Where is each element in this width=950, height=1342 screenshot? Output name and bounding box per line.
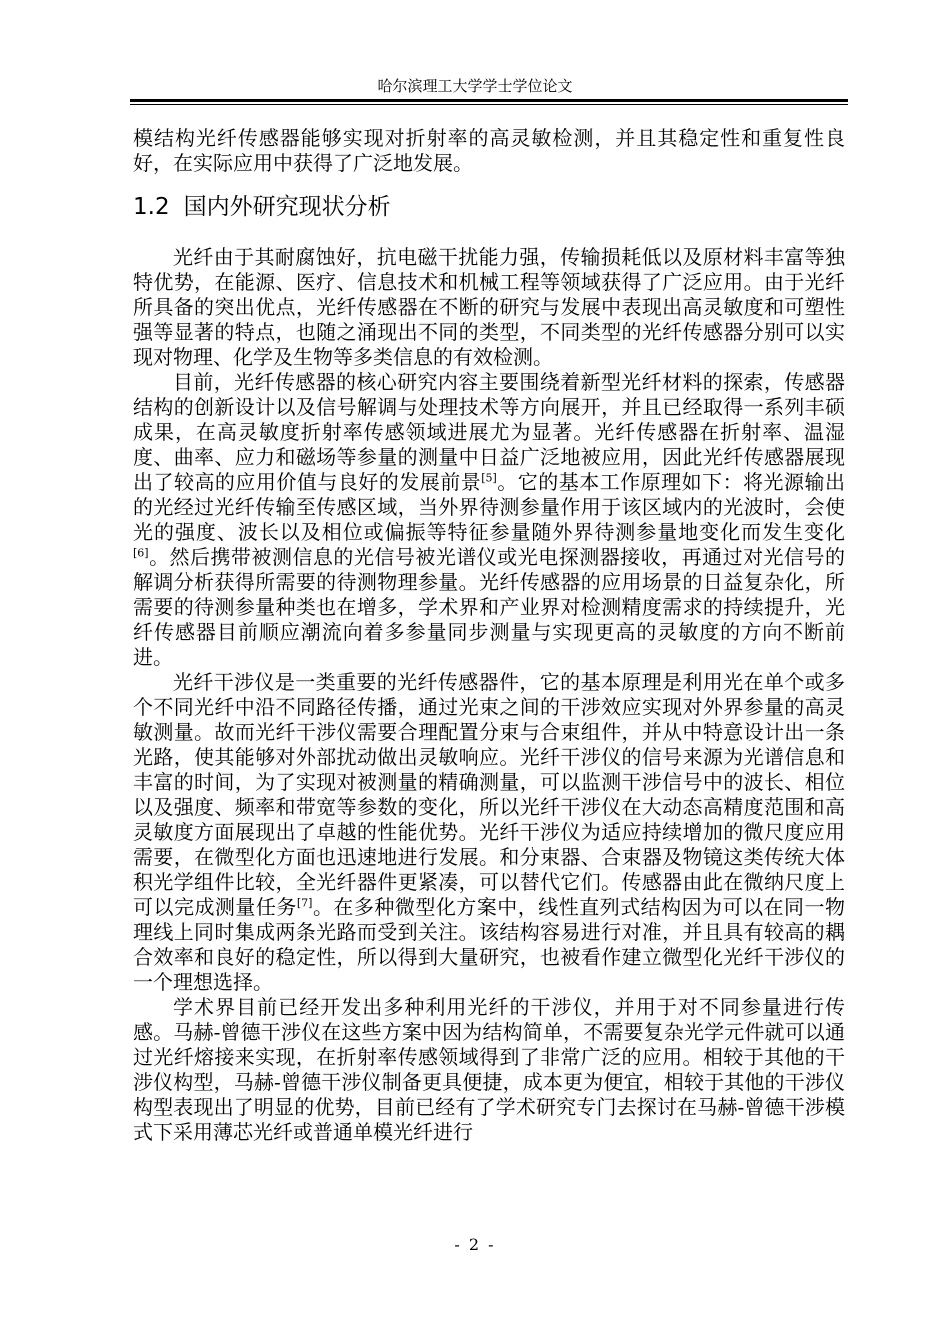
citation-6: [6] — [133, 546, 149, 560]
page-number: - 2 - — [454, 1235, 496, 1254]
paragraph-continued: 模结构光纤传感器能够实现对折射率的高灵敏检测，并且其稳定性和重复性良好，在实际应用中获得了广泛地发展。 — [133, 126, 845, 175]
header-rule-thick — [130, 99, 848, 102]
running-header: 哈尔滨理工大学学士学位论文 — [377, 77, 573, 95]
paragraph-3-part-a: 光纤干涉仪是一类重要的光纤传感器件，它的基本原理是利用光在单个或多个不同光纤中沿不同路径传播，通过光束之间的干涉效应实现对外界参量的高灵敏测量。故而光纤干涉仪需要合理配置分束与合束组件，并从中特意设计出一条光路，使其能够对外部扰动做出灵敏响应。光纤干涉仪的信号来源为光谱信息和丰富的时间，为了实现对被测量的精确测量，可以监测干涉信号中的波长、相位以及强度、频率和带宽等参数的变化，所以光纤干涉仪在大动态高精度范围和高灵敏度方面展现出了卓越的性能优势。光纤干涉仪为适应持续增加的微尺度应用需要，在微型化方面也迅速地进行发展。和分束器、合束器及物镜这类传统大体积光学组件比较，全光纤器件更紧凑，可以替代它们。传感器由此在微纳尺度上可以完成测量任务 — [133, 670, 845, 919]
paragraph-2-part-b: 。它的基本工作原理如下：将光源输出的光经过光纤传输至传感区域，当外界待测参量作用于该区域内的光波时，会使光的强度、波长以及相位或偏振等特征参量随外界待测参量地变化而发生变化 — [133, 470, 845, 544]
paragraph-4: 学术界目前已经开发出多种利用光纤的干涉仪，并用于对不同参量进行传感。马赫-曾德干涉仪在这些方案中因为结构简单，不需要复杂光学元件就可以通过光纤熔接来实现，在折射率传感领域得到了非常广泛的应用。相较于其他的干涉仪构型，马赫-曾德干涉仪制备更具便捷，成本更为便宜，相较于其他的干涉仪构型表现出了明显的优势，目前已经有了学术研究专门去探讨在马赫-曾德干涉模式下采用薄芯光纤或普通单模光纤进行 — [133, 995, 845, 1144]
citation-7: [7] — [296, 896, 313, 910]
body-text — [133, 126, 845, 1145]
header-rule-thin — [130, 104, 848, 105]
paragraph-2-part-c: 。然后携带被测信息的光信号被光谱仪或光电探测器接收，再通过对光信号的解调分析获得所需要的待测物理参量。光纤传感器的应用场景的日益复杂化，所需要的待测参量种类也在增多，学术界和产业界对检测精度需求的持续提升，光纤传感器目前顺应潮流向着多参量同步测量与实现更高的灵敏度的方向不断前进。 — [133, 545, 845, 669]
paragraph-2-part-a: 目前，光纤传感器的核心研究内容主要围绕着新型光纤材料的探索，传感器结构的创新设计以及信号解调与处理技术等方向展开，并且已经取得一系列丰硕成果，在高灵敏度折射率传感领域进展尤为显著。光纤传感器在折射率、温湿度、曲率、应力和磁场等参量的测量中日益广泛地被应用，因此光纤传感器展现出了较高的应用价值与良好的发展前景 — [133, 370, 845, 494]
paragraph-3 — [133, 670, 845, 995]
section-heading — [133, 191, 845, 223]
paragraph-1: 光纤由于其耐腐蚀好，抗电磁干扰能力强，传输损耗低以及原材料丰富等独特优势，在能源、医疗、信息技术和机械工程等领域获得了广泛应用。由于光纤所具备的突出优点，光纤传感器在不断的研究与发展中表现出高灵敏度和可塑性强等显著的特点，也随之涌现出不同的类型，不同类型的光纤传感器分别可以实现对物理、化学及生物等多类信息的有效检测。 — [133, 245, 845, 369]
paragraph-3-part-b: 。在多种微型化方案中，线性直列式结构因为可以在同一物理线上同时集成两条光路而受到关注。该结构容易进行对准，并且具有较高的耦合效率和良好的稳定性，所以得到大量研究，也被看作建立微型化光纤干涉仪的一个理想选择。 — [133, 895, 846, 994]
citation-5: [5] — [481, 471, 497, 485]
section-title: 国内外研究现状分析 — [183, 194, 391, 220]
section-number: 1.2 — [133, 194, 170, 220]
paragraph-2 — [133, 370, 845, 670]
